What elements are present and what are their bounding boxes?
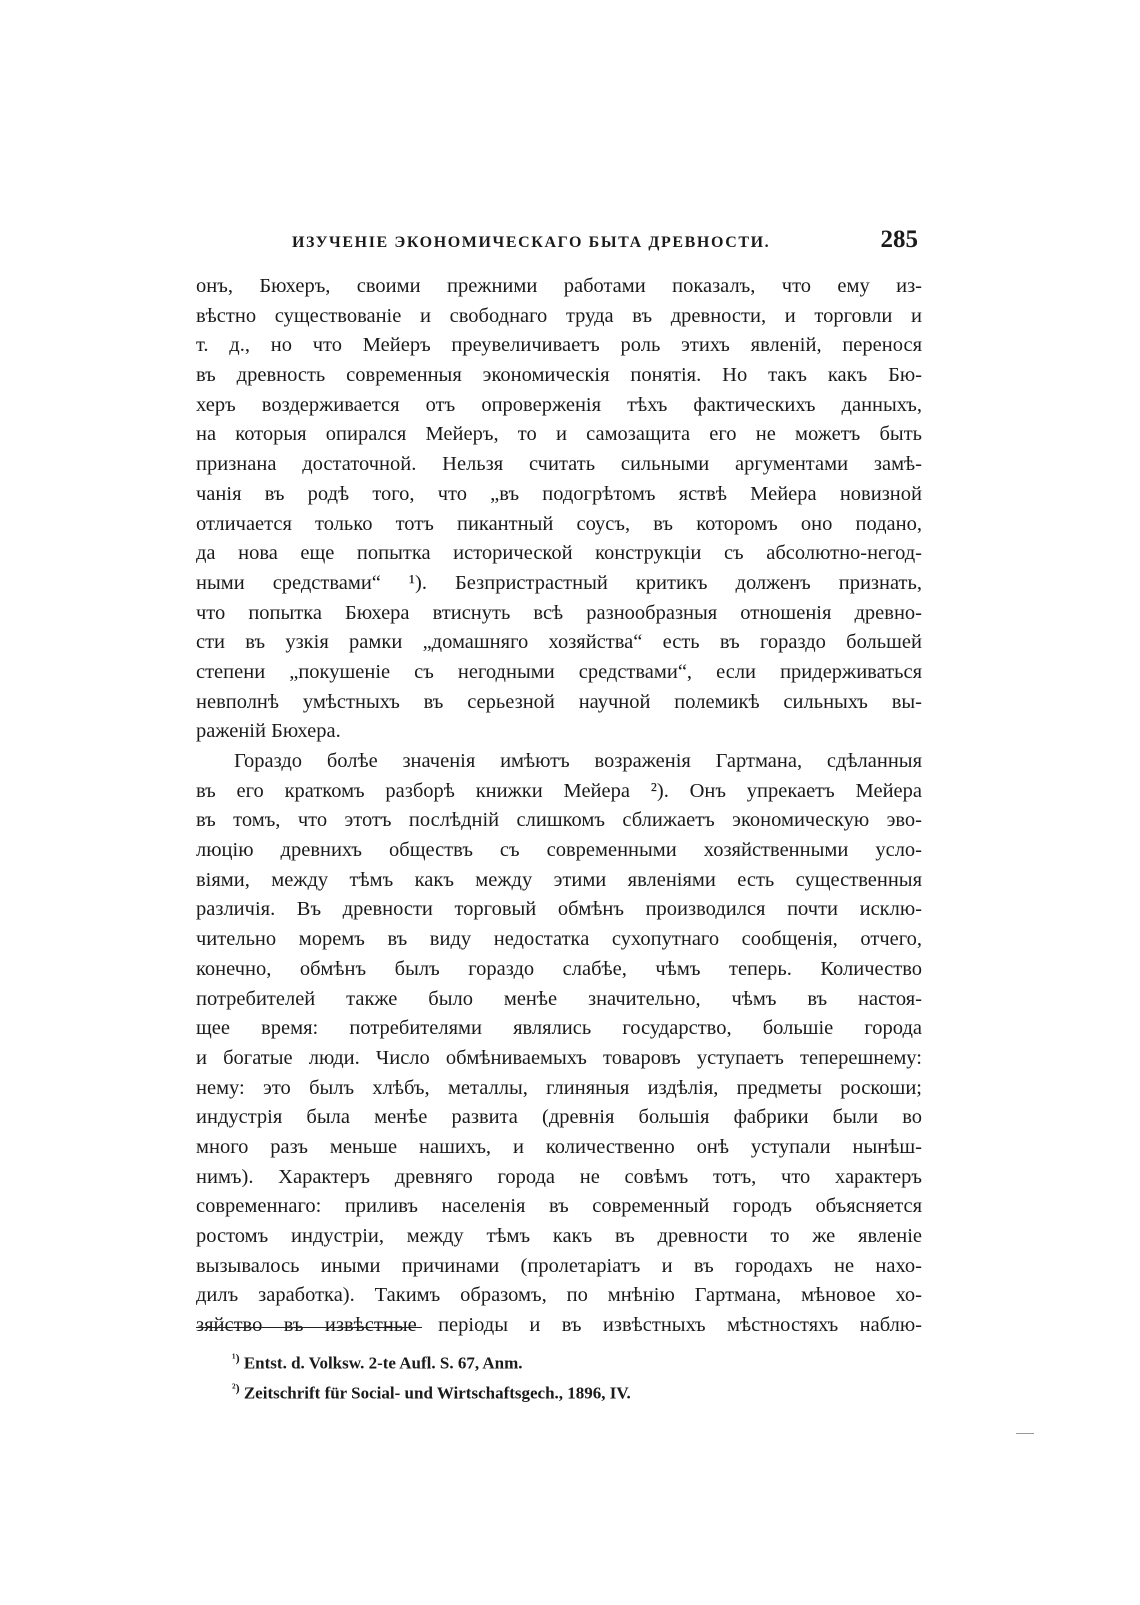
footnote-text: Entst. d. Volksw. 2-te Aufl. S. 67, Anm. [243,1353,523,1373]
book-page [196,0,922,1605]
text-line: ростомъ индустріи, между тѣмъ какъ въ древности то же явленіе [196,1225,922,1247]
footnote-mark: ¹) [232,1351,240,1365]
footnote-mark: ²) [232,1381,240,1395]
text-line: вызывалось иными причинами (пролетаріатъ и въ городахъ не нахо- [196,1254,922,1277]
text-line: чительно моремъ въ виду недостатка сухопутнаго сообщенія, отчего, [196,928,922,951]
text-line: ными средствами“ ¹). Безпристрастный критикъ долженъ признать, [196,571,922,594]
text-line: много разъ меньше нашихъ, и количественно онѣ уступали нынѣш- [196,1135,922,1158]
text-line: отличается только тотъ пикантный соусъ, въ которомъ оно подано, [196,512,922,535]
text-line: нему: это былъ хлѣбъ, металлы, глиняныя издѣлія, предметы роскоши; [196,1076,922,1099]
text-line: различія. Въ древности торговый обмѣнъ производился почти исклю- [196,898,922,921]
footnote-2 [232,1373,922,1403]
text-line: онъ, Бюхеръ, своими прежними работами показалъ, что ему из- [196,275,922,297]
text-line: невполнѣ умѣстныхъ въ серьезной научной полемикѣ сильныхъ вы- [196,690,922,713]
text-line: въ томъ, что этотъ послѣдній слишкомъ сближаетъ экономическую эво- [196,809,922,832]
text-line: потребителей также было менѣе значительно, чѣмъ въ настоя- [196,987,922,1010]
text-line: что попытка Бюхера втиснуть всѣ разнообразныя отношенія древно- [196,601,922,624]
text-line: въ его краткомъ разборѣ книжки Мейера ²). Онъ упрекаетъ Мейера [196,779,922,802]
text-line: віями, между тѣмъ какъ между этими явленіями есть существенныя [196,868,922,891]
running-title: ИЗУЧЕНІЕ ЭКОНОМИЧЕСКАГО БЫТА ДРЕВНОСТИ. [292,234,771,251]
footnote-text: Zeitschrift für Social- und Wirtschaftsgech., 1896, IV. [243,1383,631,1403]
page-number: 285 [880,226,918,253]
text-line: степени „покушеніе съ негодными средствами“, если придерживаться [196,660,922,683]
text-line: признана достаточной. Нельзя считать сильными аргументами замѣ- [196,453,922,476]
text-line: нимъ). Характеръ древняго города не совѣмъ тотъ, что характеръ [196,1165,922,1188]
text-line: люцію древнихъ обществъ съ современными хозяйственными усло- [196,839,922,862]
scan-artifact [1016,1433,1034,1434]
text-line: дилъ заработка). Такимъ образомъ, по мнѣнію Гартмана, мѣновое хо- [196,1284,922,1307]
text-line: сти въ узкія рамки „домашняго хозяйства“ есть въ гораздо большей [196,631,922,654]
text-line: раженій Бюхера. [196,720,341,743]
body-text [196,272,922,1341]
footnote-divider [196,1327,422,1328]
footnotes [232,1343,922,1403]
text-line: херъ воздерживается отъ опроверженія тѣхъ фактическихъ данныхъ, [196,393,922,416]
text-line: и богатые люди. Число обмѣниваемыхъ товаровъ уступаетъ теперешнему: [196,1046,922,1069]
text-line: вѣстно существованіе и свободнаго труда въ древности, и торговли и [196,304,922,327]
text-line: т. д., но что Мейеръ преувеличиваетъ роль этихъ явленій, перенося [196,334,922,357]
text-line: щее время: потребителями являлись государство, большіе города [196,1017,922,1040]
text-line: чанія въ родѣ того, что „въ подогрѣтомъ яствѣ Мейера новизной [196,482,922,505]
text-line: зяйство въ извѣстные періоды и въ извѣстныхъ мѣстностяхъ наблю- [196,1314,922,1337]
text-line: индустрія была менѣе развита (древнія большія фабрики были во [196,1106,922,1129]
text-line: Гораздо болѣе значенія имѣютъ возраженія Гартмана, сдѣланныя [234,750,922,772]
text-line: на которыя опирался Мейеръ, то и самозащита его не можетъ быть [196,423,922,446]
footnote-1 [232,1343,922,1373]
text-line: да нова еще попытка исторической конструкціи съ абсолютно-негод- [196,542,922,565]
text-line: конечно, обмѣнъ былъ гораздо слабѣе, чѣмъ теперь. Количество [196,957,922,980]
text-line: современнаго: приливъ населенія въ современный городъ объясняется [196,1195,922,1218]
text-line: въ древность современныя экономическія понятія. Но такъ какъ Бю- [196,364,922,387]
running-head [196,226,922,260]
